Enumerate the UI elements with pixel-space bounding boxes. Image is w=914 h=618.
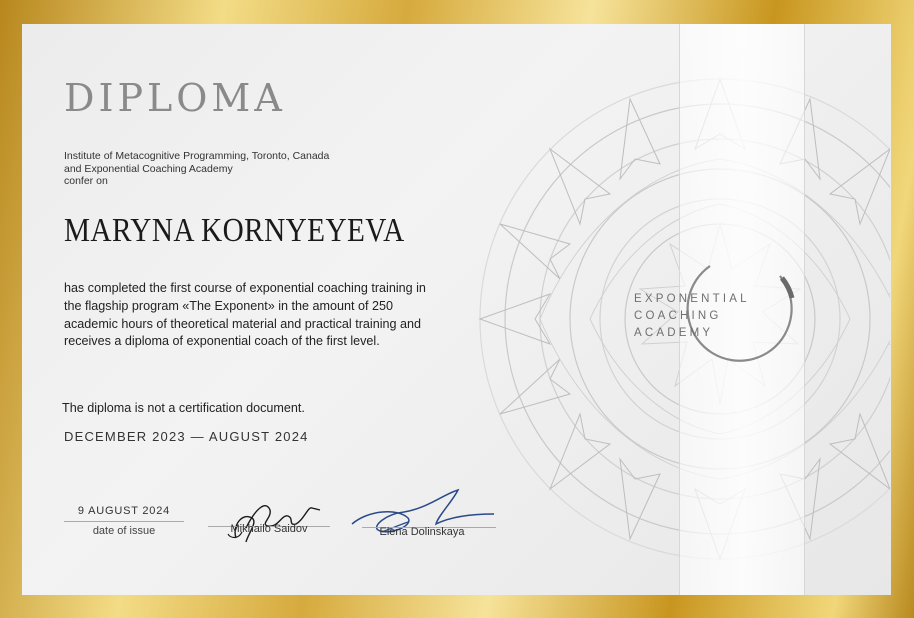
certification-note: The diploma is not a certification document.	[62, 401, 305, 415]
issuer-line-1: Institute of Metacognitive Programming, Toronto, Canada	[64, 150, 330, 162]
signature-block-dolinskaya	[348, 484, 496, 554]
diploma-body: has completed the first course of exponential coaching training in the flagship program «The Exponent» in the amount of 250 academic hours of theoretical material and practical training and receives a diploma of exponential coach of the first level.	[64, 281, 426, 349]
logo-line-2: COACHING	[634, 310, 722, 322]
signatory-saidov: Mikhailo Saidov	[230, 523, 308, 535]
issue-date: 9 AUGUST 2024	[77, 505, 171, 517]
diploma-title: DIPLOMA	[64, 76, 286, 120]
signature-dolinskaya	[348, 484, 496, 554]
signature-block-saidov	[208, 486, 330, 548]
issuer-text	[64, 150, 424, 188]
signature-saidov	[208, 486, 330, 548]
issuer-line-2: and Exponential Coaching Academy	[64, 162, 233, 175]
recipient-name: MARYNA KORNYEYEVA	[64, 212, 405, 249]
academy-logo-text	[634, 291, 794, 342]
signatory-dolinskaya: Elena Dolinskaya	[379, 526, 465, 538]
logo-line-3: ACADEMY	[634, 327, 714, 339]
logo-line-1: EXPONENTIAL	[634, 293, 750, 305]
issuer-line-3: confer on	[64, 175, 108, 187]
issue-date-line	[64, 521, 184, 522]
diploma-paper	[22, 24, 891, 595]
issue-date-block	[64, 505, 184, 537]
issue-date-label: date of issue	[92, 525, 156, 537]
training-period: DECEMBER 2023 — AUGUST 2024	[64, 429, 309, 444]
